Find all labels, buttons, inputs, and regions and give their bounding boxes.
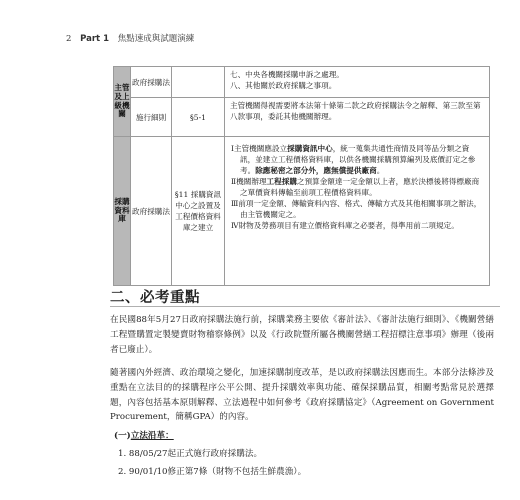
clause-item — [231, 143, 484, 176]
category-cell: 主管及上級機關 — [114, 67, 131, 137]
content-cell — [225, 137, 490, 286]
part-title: 焦點速成與試題演練 — [117, 34, 195, 44]
page-number: 2 — [66, 34, 72, 44]
subsection-marker: (一) — [114, 431, 131, 441]
content-line: 八、其他關於政府採購之事項。 — [230, 81, 337, 90]
clause-cell: §5-1 — [172, 98, 225, 137]
law-table — [113, 66, 490, 286]
law-cell: 政府採購法 — [131, 67, 172, 98]
item-text: ，統一蒐集共通性商情及同等品分類之資訊，並建立工程價格資料庫，以供各機關採購預算編列及底價訂定之參考。 — [240, 144, 476, 175]
section-title: 二、必考重點 — [110, 289, 200, 306]
list-item: 2. 90/01/10修正第7條（財物不包括生鮮農漁）。 — [118, 467, 307, 477]
paragraph: 在民國88年5月27日政府採購法施行前，採購業務主要依《審計法》、《審計法施行細則》、《機關營繕工程暨購置定製變賣財物稽察條例》以及《行政院暨所屬各機關營繕工程招標注意事項》辦理（後兩者已廢止）。 — [110, 315, 494, 355]
content-line: 七、中央各機關採購申訴之處理。 — [230, 70, 344, 79]
item-emphasis: 工程採購 — [266, 177, 297, 186]
table-row — [114, 98, 490, 137]
paragraph: 隨著國內外經濟、政治環境之變化，加速採購制度改革，是以政府採購法因應而生。本部分法條涉及重點在立法目的的採購程序公平公開、提升採購效率與功能、確保採購品質，相關考點常見於選擇題，內容包括基本原則解釋、立法過程中如何參考《政府採購協定》（Agreement on Government Procurement，簡稱GPA）的內容。 — [110, 368, 494, 423]
category-cell: 採購資料庫 — [114, 137, 131, 286]
law-cell: 施行細則 — [131, 98, 172, 137]
content-line: 主管機關得視需要將本法第十條第二款之政府採購法令之解釋、第三款至第八款事項，委託其他機關辦理。 — [230, 101, 481, 121]
item-emphasis: 採購資訊中心 — [287, 144, 333, 153]
section-divider — [110, 306, 500, 307]
list-item: 1. 88/05/27起正式施行政府採購法。 — [118, 449, 263, 459]
clause-cell — [172, 67, 225, 98]
clause-item: Ⅲ前項一定金額、傳輸資料內容、格式、傳輸方式及其他相關事項之辦法，由主管機關定之。 — [231, 199, 482, 219]
running-header — [66, 32, 194, 44]
content-cell — [225, 98, 490, 137]
content-cell — [225, 67, 490, 98]
item-text: 之預算金額達一定金額以上者，應於決標後將得標廠商之單價資料傳輸至前項工程價格資料庫。 — [240, 177, 480, 197]
item-text: Ⅰ主管機關應設立 — [231, 144, 288, 153]
item-emphasis: 除應秘密之部分外，應無償提供廠商 — [255, 166, 377, 175]
law-cell: 政府採購法 — [131, 137, 172, 286]
part-label: Part 1 — [80, 34, 109, 44]
subsection-title: 立法沿革： — [130, 431, 174, 441]
clause-item: Ⅳ財物及勞務項目有建立價格資料庫之必要者，得準用前二項規定。 — [231, 221, 459, 230]
item-text: Ⅱ機關辦理 — [231, 177, 267, 186]
clause-cell: §11 採購資訊中心之設置及工程價格資料庫之建立 — [172, 137, 225, 286]
clause-item — [231, 176, 484, 198]
subsection-heading — [114, 429, 174, 441]
table-row — [114, 67, 490, 98]
table-row — [114, 137, 490, 286]
item-text: 。 — [376, 166, 385, 175]
